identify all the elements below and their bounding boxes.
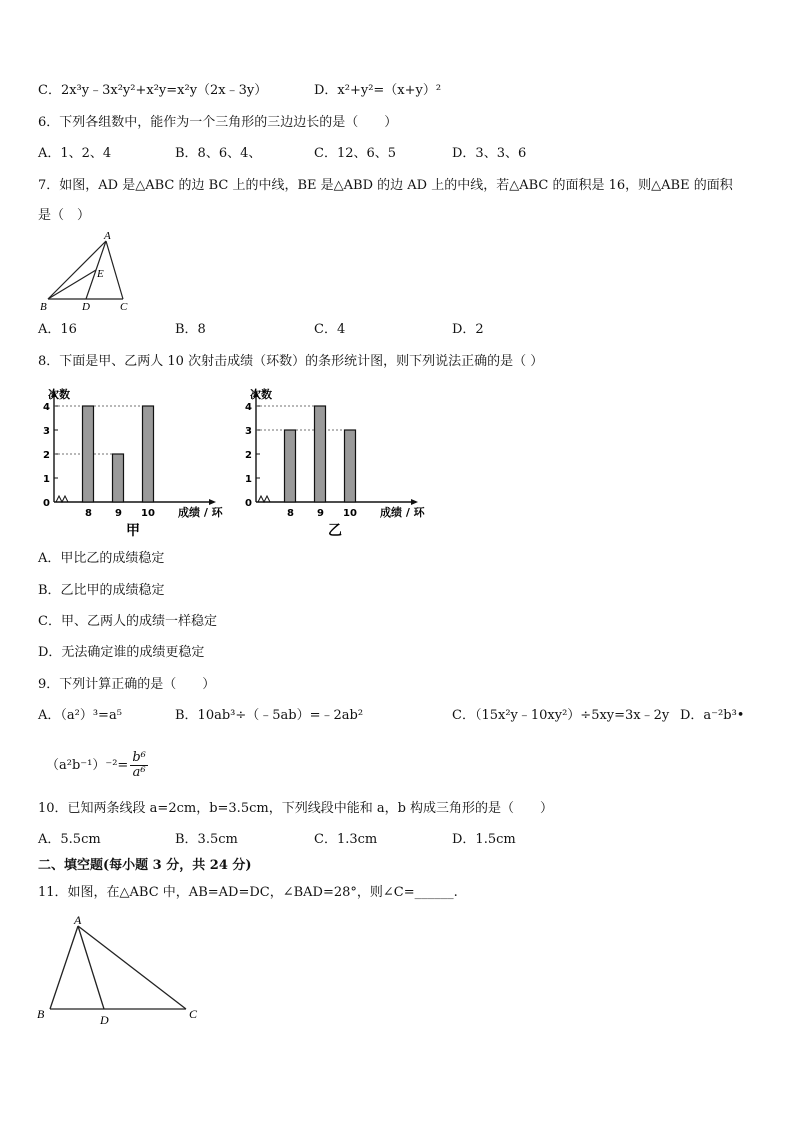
q11-label-c: C: [189, 1007, 198, 1021]
fraction-numerator: b⁶: [132, 750, 146, 765]
axis-break-mark: [258, 496, 270, 502]
x-axis-arrow: [209, 499, 216, 505]
q9-option-d: D．a⁻²b³•: [680, 708, 745, 723]
q9-option-b: B．10ab³÷（﹣5ab）=﹣2ab²: [175, 708, 364, 723]
y-tick-label: 4: [43, 402, 50, 413]
y-tick-label: 0: [43, 498, 50, 509]
q11-stem: 11．如图，在△ABC 中，AB=AD=DC，∠BAD=28°，则∠C=______.: [38, 885, 458, 900]
q5-option-d: D．x²+y²=（x+y）²: [314, 83, 442, 98]
q7-label-a: A: [104, 230, 111, 242]
x-tick-label: 10: [141, 508, 155, 519]
bar-8: [285, 430, 296, 502]
q7-stem-line2: 是（ ）: [38, 208, 91, 223]
y-tick-label: 2: [43, 450, 50, 461]
q9-option-c: C．（15x²y﹣10xy²）÷5xy=3x﹣2y: [452, 708, 670, 723]
section-heading: 二、填空题(每小题 3 分，共 24 分): [38, 858, 252, 873]
q10-option-c: C．1.3cm: [314, 832, 378, 847]
chart-caption: 甲: [126, 523, 140, 539]
q10-option-a: A．5.5cm: [38, 832, 101, 847]
q9-option-d-fraction: [130, 751, 148, 780]
q10-option-b: B．3.5cm: [175, 832, 238, 847]
q7-label-d: D: [82, 301, 90, 313]
q8-option-b: B．乙比甲的成绩稳定: [38, 583, 165, 598]
y-tick-label: 4: [245, 402, 252, 413]
q6-option-c: C．12、6、5: [314, 146, 397, 161]
bar-chart-yi: [232, 382, 437, 542]
q9-option-d-continued: [46, 749, 148, 783]
q8-option-a: A．甲比乙的成绩稳定: [38, 551, 165, 566]
q6-option-b: B．8、6、4、: [175, 146, 262, 161]
y-tick-label: 3: [43, 426, 50, 437]
q8-stem: 8．下面是甲、乙两人 10 次射击成绩（环数）的条形统计图，则下列说法正确的是（ ）: [38, 354, 544, 369]
q7-option-d: D．2: [452, 322, 484, 337]
q7-option-a: A．16: [38, 322, 77, 337]
bar-10: [345, 430, 356, 502]
x-tick-label: 8: [85, 508, 92, 519]
q11-triangle-figure: [34, 912, 214, 1028]
q6-option-a: A．1、2、4: [38, 146, 112, 161]
y-tick-label: 2: [245, 450, 252, 461]
y-tick-label: 1: [43, 474, 50, 485]
q9-option-d-expression: （a²b⁻¹）⁻²=: [46, 758, 129, 773]
q6-option-d: D．3、3、6: [452, 146, 527, 161]
q8-option-d: D．无法确定谁的成绩更稳定: [38, 645, 205, 660]
x-tick-label: 9: [115, 508, 122, 519]
fraction-denominator: a⁶: [132, 765, 146, 780]
q7-label-b: B: [40, 301, 47, 313]
q5-option-c: C．2x³y﹣3x²y²+x²y=x²y（2x﹣3y）: [38, 83, 268, 98]
q10-stem: 10．已知两条线段 a=2cm，b=3.5cm，下列线段中能和 a，b 构成三角形的是（ ）: [38, 801, 554, 816]
x-tick-label: 10: [343, 508, 357, 519]
x-axis-title: 成绩 / 环: [178, 506, 223, 519]
x-axis-arrow: [411, 499, 418, 505]
q11-label-d: D: [100, 1013, 109, 1027]
bar-9: [315, 406, 326, 502]
x-tick-label: 8: [287, 508, 294, 519]
q7-label-e: E: [97, 268, 104, 280]
q10-option-d: D．1.5cm: [452, 832, 516, 847]
q11-label-a: A: [74, 913, 82, 927]
chart-caption: 乙: [328, 523, 342, 539]
q11-label-b: B: [37, 1007, 45, 1021]
y-axis-title: 次数: [48, 388, 70, 401]
y-axis-title: 次数: [250, 388, 272, 401]
bar-8: [83, 406, 94, 502]
bar-9: [113, 454, 124, 502]
q7-triangle-figure: [36, 230, 136, 314]
q8-option-c: C．甲、乙两人的成绩一样稳定: [38, 614, 217, 629]
y-tick-label: 3: [245, 426, 252, 437]
x-axis-title: 成绩 / 环: [380, 506, 425, 519]
q6-stem: 6．下列各组数中，能作为一个三角形的三边边长的是（ ）: [38, 115, 398, 130]
bar-chart-jia: [30, 382, 230, 542]
q7-option-b: B．8: [175, 322, 206, 337]
q7-label-c: C: [120, 301, 128, 313]
bar-10: [143, 406, 154, 502]
q9-stem: 9．下列计算正确的是（ ）: [38, 677, 216, 692]
q7-stem-line1: 7．如图，AD 是△ABC 的边 BC 上的中线，BE 是△ABD 的边 AD 上的中线，若△ABC 的面积是 16，则△ABE 的面积: [38, 178, 733, 193]
y-tick-label: 1: [245, 474, 252, 485]
q9-option-a: A．（a²）³=a⁵: [38, 708, 122, 723]
axis-break-mark: [56, 496, 68, 502]
q7-option-c: C．4: [314, 322, 346, 337]
y-tick-label: 0: [245, 498, 252, 509]
x-tick-label: 9: [317, 508, 324, 519]
